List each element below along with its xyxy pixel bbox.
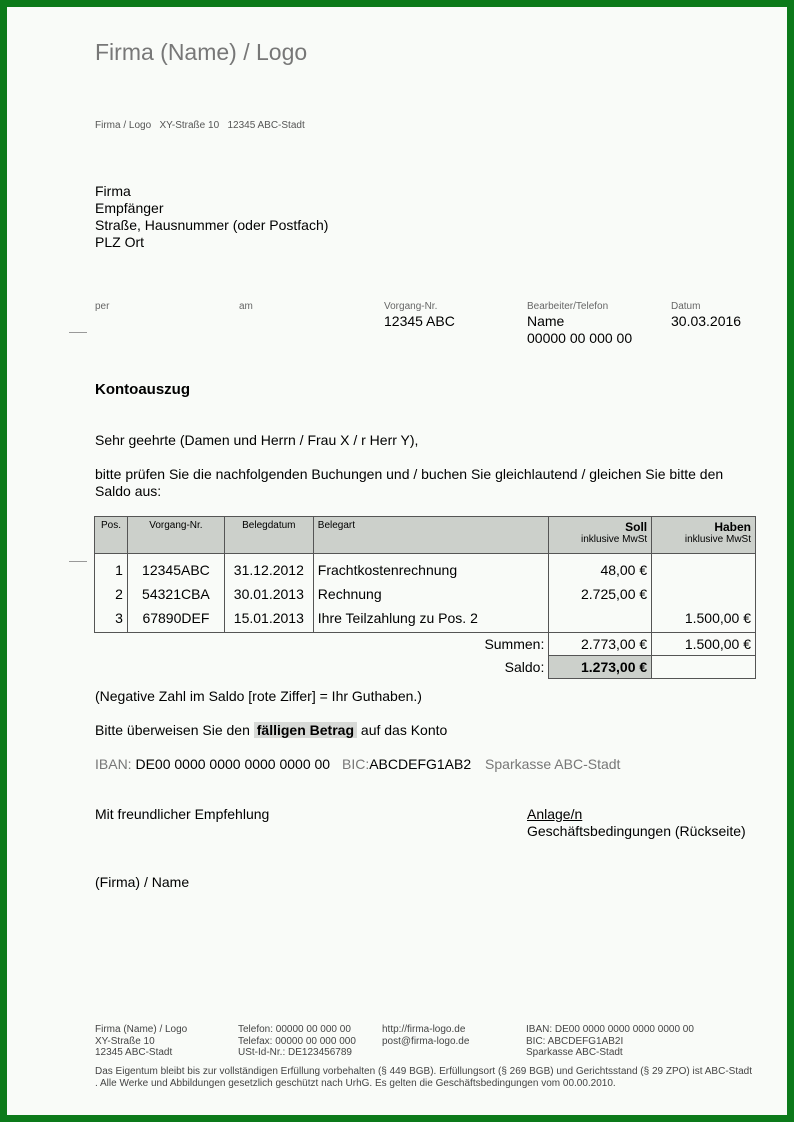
recipient-line: Straße, Hausnummer (oder Postfach): [95, 217, 329, 233]
table-row: [95, 582, 756, 606]
saldo-label: Saldo:: [504, 659, 545, 675]
cell-vorgang: 12345ABC: [127, 554, 224, 583]
meta-per-label: per: [95, 301, 110, 312]
cell-datum: 15.01.2013: [224, 606, 313, 633]
cell-haben: 1.500,00 €: [652, 606, 756, 633]
iban-label: IBAN:: [95, 756, 132, 772]
soll-subtitle: inklusive MwSt: [581, 534, 648, 545]
cell-pos: 1: [95, 554, 128, 583]
saldo-empty-cell: [652, 656, 756, 679]
punch-mark: [69, 561, 87, 562]
cell-vorgang: 67890DEF: [127, 606, 224, 633]
due-amount-highlight: fälligen Betrag: [254, 722, 357, 738]
footer-line: BIC: ABCDEFG1AB2I: [526, 1035, 624, 1047]
summen-soll: 2.773,00 €: [549, 633, 652, 656]
recipient-line: PLZ Ort: [95, 234, 145, 250]
summen-label: Summen:: [484, 636, 545, 653]
recipient-line: Empfänger: [95, 200, 164, 216]
col-header-vorgang: Vorgang-Nr.: [127, 517, 224, 554]
recipient-line: Firma: [95, 183, 131, 199]
attachments: [527, 806, 746, 840]
cell-datum: 31.12.2012: [224, 554, 313, 583]
salutation: Sehr geehrte (Damen und Herrn / Frau X / r Herr Y),: [95, 432, 419, 448]
fold-mark: [69, 332, 87, 333]
cell-pos: 2: [95, 582, 128, 606]
meta-bearbeiter-label: Bearbeiter/Telefon: [527, 301, 609, 312]
footer-web: [382, 1024, 469, 1047]
meta-vorgang-label: Vorgang-Nr.: [384, 301, 438, 312]
document-title: Kontoauszug: [95, 381, 190, 398]
cell-belegart: Ihre Teilzahlung zu Pos. 2: [313, 606, 549, 633]
footer-line: USt-Id-Nr.: DE123456789: [238, 1047, 352, 1058]
cell-belegart: Frachtkostenrechnung: [313, 554, 549, 583]
recipient-address: [95, 183, 328, 251]
sender-line: Firma / Logo XY-Straße 10 12345 ABC-Stadt: [95, 120, 305, 131]
table-header-row: [95, 517, 756, 554]
summen-haben: 1.500,00 €: [652, 633, 756, 656]
bic-label: BIC:: [341, 756, 370, 772]
account-statement-table: [94, 516, 756, 679]
col-header-haben: [652, 517, 756, 554]
meta-datum-label: Datum: [671, 301, 701, 312]
footer-contact: [238, 1024, 356, 1059]
closing: Mit freundlicher Empfehlung: [95, 806, 270, 822]
summen-row: [95, 633, 756, 656]
cell-datum: 30.01.2013: [224, 582, 313, 606]
footer-line: 12345 ABC-Stadt: [95, 1047, 173, 1058]
legal-notice: Das Eigentum bleibt bis zur vollständigen Erfüllung vorbehalten (§ 449 BGB). Erfüllungsort (§ 269 BGB) und Gerichtsstand (§ 29 ZPO) ist ABC-Stadt . Alle Werke und Abbildungen gesetzlich geschützt nach UrhG. Es gelten die Geschäftsbedingungen vom 00.00.2010.: [95, 1066, 752, 1089]
attachments-label: Anlage/n: [527, 806, 583, 822]
signature: (Firma) / Name: [95, 874, 190, 890]
col-header-belegart: Belegart: [313, 517, 549, 554]
col-header-pos: Pos.: [95, 517, 128, 554]
bearbeiter-name: Name: [527, 313, 565, 329]
footer-line: Firma (Name) / Logo: [95, 1024, 188, 1035]
meta-bearbeiter: [527, 313, 632, 347]
haben-title: Haben: [714, 520, 751, 534]
cell-pos: 3: [95, 606, 128, 633]
cell-soll: [549, 606, 652, 633]
footer-email: post@firma-logo.de: [382, 1035, 470, 1047]
cell-soll: 48,00 €: [549, 554, 652, 583]
bank-details: [95, 756, 620, 773]
cell-soll: 2.725,00 €: [549, 582, 652, 606]
cell-haben: [652, 582, 756, 606]
col-header-belegdatum: Belegdatum: [224, 517, 313, 554]
transfer-request: [95, 722, 447, 739]
table-row: [95, 554, 756, 583]
meta-datum-value: 30.03.2016: [671, 313, 742, 329]
saldo-value: 1.273,00 €: [549, 656, 652, 679]
footer-line: Telefon: 00000 00 000 00: [238, 1024, 351, 1035]
transfer-text-after: auf das Konto: [360, 722, 448, 738]
cell-vorgang: 54321CBA: [127, 582, 224, 606]
footer-line: IBAN: DE00 0000 0000 0000 0000 00: [526, 1024, 694, 1035]
bic-value: ABCDEFG1AB2: [369, 756, 472, 772]
soll-title: Soll: [625, 520, 648, 534]
bearbeiter-phone: 00000 00 000 00: [527, 330, 633, 346]
footer-bank: [526, 1024, 694, 1059]
haben-subtitle: inklusive MwSt: [684, 534, 751, 545]
intro-text: bitte prüfen Sie die nachfolgenden Buchungen und / buchen Sie gleichlautend / gleichen Sie bitte den Saldo aus:: [95, 466, 724, 499]
attachments-item: Geschäftsbedingungen (Rückseite): [527, 823, 746, 839]
cell-belegart: Rechnung: [313, 582, 549, 606]
cell-haben: [652, 554, 756, 583]
footer-line: XY-Straße 10: [95, 1035, 155, 1047]
meta-am-label: am: [239, 301, 253, 312]
table-row: [95, 606, 756, 633]
transfer-text-before: Bitte überweisen Sie den: [95, 722, 250, 738]
saldo-note: (Negative Zahl im Saldo [rote Ziffer] = Ihr Guthaben.): [95, 688, 422, 704]
iban-value: DE00 0000 0000 0000 0000 00: [135, 756, 331, 772]
footer-company: [95, 1024, 187, 1059]
footer-line: Sparkasse ABC-Stadt: [526, 1047, 623, 1058]
footer-website: http://firma-logo.de: [382, 1024, 466, 1035]
footer-line: Telefax: 00000 00 000 000: [238, 1035, 356, 1047]
saldo-row: [95, 656, 756, 679]
bank-name: Sparkasse ABC-Stadt: [485, 756, 621, 772]
company-logo-text: Firma (Name) / Logo: [95, 39, 308, 65]
meta-vorgang-value: 12345 ABC: [384, 313, 455, 329]
col-header-soll: [549, 517, 652, 554]
